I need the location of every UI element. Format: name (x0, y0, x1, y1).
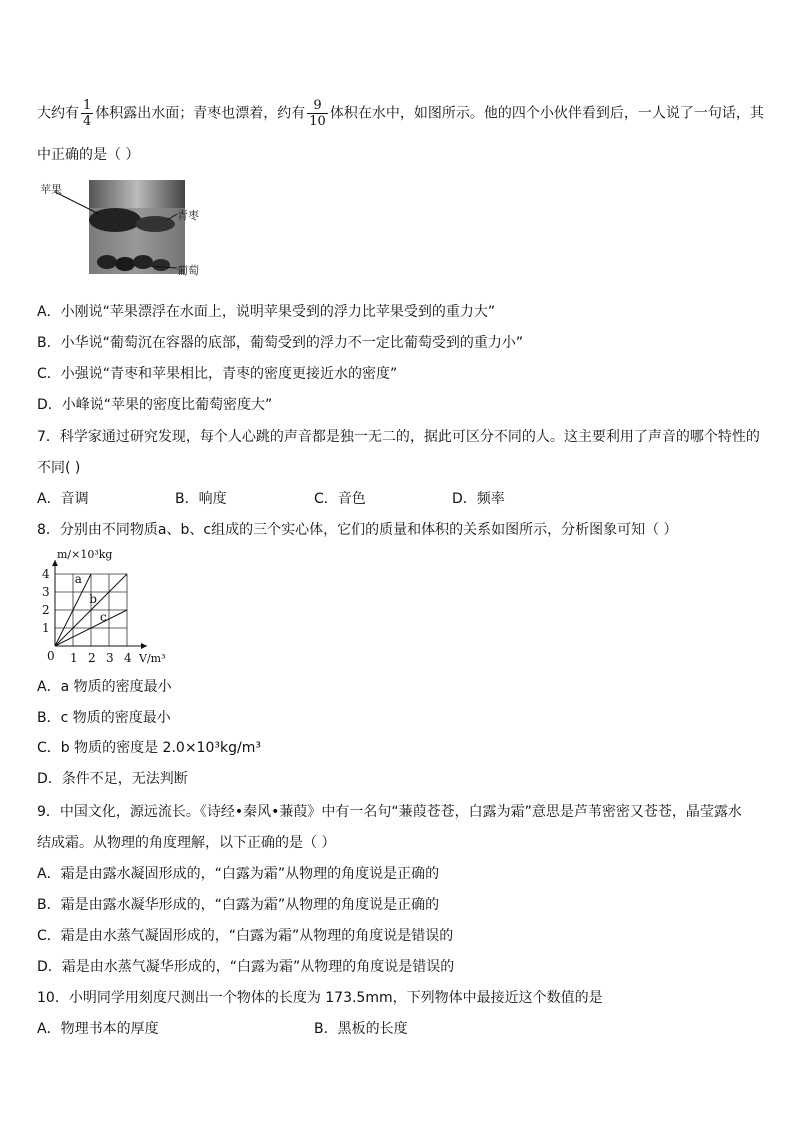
q10-stem: 10．小明同学用刻度尺测出一个物体的长度为 173.5mm，下列物体中最接近这个数值的是 (37, 990, 603, 1006)
q9-option-c: C．霜是由水蒸气凝固形成的，“白露为霜”从物理的角度说是错误的 (37, 928, 454, 944)
q9-option-a: A．霜是由露水凝固形成的，“白露为霜”从物理的角度说是正确的 (37, 866, 440, 882)
origin-label: 0 (47, 649, 55, 663)
x-tick-label: 3 (106, 651, 114, 665)
y-axis-label: m/×10³kg (57, 548, 113, 561)
q8-option-a: A．a 物质的密度最小 (37, 679, 172, 695)
q7-stem-line2: 不同( ) (37, 460, 81, 476)
q8-option-b: B．c 物质的密度最小 (37, 710, 171, 726)
q10-option-a: A．物理书本的厚度 (37, 1021, 159, 1037)
mass-volume-chart (37, 546, 177, 668)
q8-option-d: D．条件不足，无法判断 (37, 771, 188, 787)
q7-options-row (37, 489, 737, 509)
q6-option-a: A．小刚说“苹果漂浮在水面上，说明苹果受到的浮力比苹果受到的重力大” (37, 304, 496, 320)
x-axis-label: V/m³ (139, 652, 166, 665)
q6-option-c: C．小强说“青枣和苹果相比，青枣的密度更接近水的密度” (37, 366, 398, 382)
q7-option-d: D．频率 (452, 491, 505, 507)
series-label-b: b (89, 591, 97, 606)
q7-option-c: C．音色 (314, 491, 366, 507)
label-green-date: 青枣 (177, 209, 199, 222)
series-label-a: a (74, 572, 82, 586)
q6-stem-line2: 中正确的是（ ） (37, 147, 140, 163)
y-tick-label: 3 (42, 585, 50, 599)
x-tick-label: 4 (124, 651, 132, 665)
fraction-one-quarter: $\frac{1}{4}$ (83, 98, 92, 129)
label-apple: 苹果 (40, 183, 62, 196)
q7-stem-line1: 7．科学家通过研究发现，每个人心跳的声音都是独一无二的，据此可区分不同的人。这主要利用了声音的哪个特性的 (37, 429, 760, 445)
q10-options-row (37, 1019, 737, 1039)
q10-option-b: B．黑板的长度 (314, 1021, 408, 1037)
mass-volume-graph (37, 546, 177, 668)
q8-stem: 8．分别由不同物质a、b、c组成的三个实心体，它们的质量和体积的关系如图所示，分析图象可知（ ） (37, 522, 678, 538)
q9-stem-line2: 结成霜。从物理的角度理解，以下正确的是（ ） (37, 835, 336, 851)
x-axis-arrow-icon (141, 643, 147, 649)
q6-option-d: D．小峰说“苹果的密度比葡萄密度大” (37, 397, 273, 413)
y-tick-label: 2 (42, 603, 50, 617)
q9-stem-line1: 9．中国文化，源远流长。《诗经•秦风•蒹葭》中有一名句“蒹葭苍苍，白露为霜”意思是芦苇密密又苍苍，晶莹露水 (37, 804, 742, 820)
y-tick-label: 1 (42, 621, 50, 635)
q9-option-b: B．霜是由露水凝华形成的，“白露为霜”从物理的角度说是正确的 (37, 897, 440, 913)
x-tick-label: 2 (88, 651, 96, 665)
label-grape: 葡萄 (177, 264, 199, 277)
q6-stem-line1: 大约有 $\frac{1}{4}$ 体积露出水面；青枣也漂着，约有 $\frac{9}{10}$ 体积在水中，如图所示。他的四个小伙伴看到后，一人说了一句话，其 (37, 98, 764, 129)
q8-option-c: C．b 物质的密度是 2.0×10³kg/m³ (37, 740, 261, 756)
fraction-nine-tenths: $\frac{9}{10}$ (309, 98, 326, 129)
series-label-c: c (100, 609, 107, 624)
y-tick-label: 4 (42, 567, 50, 581)
q7-option-a: A．音调 (37, 491, 89, 507)
q9-option-d: D．霜是由水蒸气凝华形成的，“白露为霜”从物理的角度说是错误的 (37, 959, 455, 975)
fruit-in-water-figure (37, 178, 227, 278)
q7-option-b: B．响度 (175, 491, 227, 507)
x-tick-label: 1 (70, 651, 78, 665)
q6-option-b: B．小华说“葡萄沉在容器的底部，葡萄受到的浮力不一定比葡萄受到的重力小” (37, 335, 524, 351)
